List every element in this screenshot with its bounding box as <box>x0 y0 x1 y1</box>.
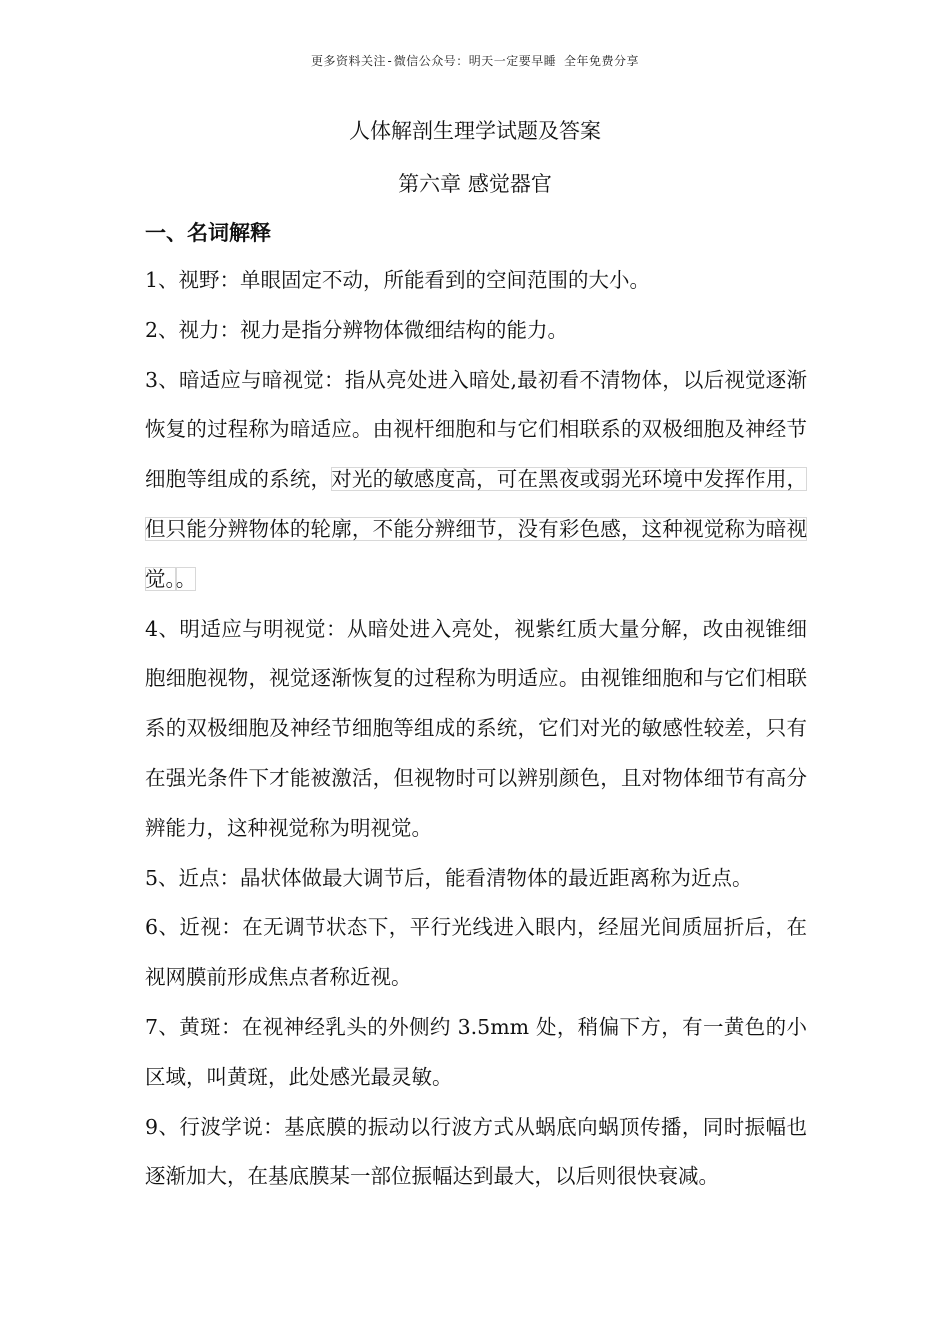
definitions-list <box>145 256 807 1202</box>
section-heading: 一、名词解释 <box>145 221 271 245</box>
definition-item: 2、视力：视力是指分辨物体微细结构的能力。 <box>145 317 569 342</box>
definition-item: 6、近视：在无调节状态下，平行光线进入眼内，经屈光间质屈折后，在视网膜前形成焦点者称近视。 <box>145 915 807 990</box>
definition-item: 5、近点：晶状体做最大调节后，能看清物体的最近距离称为近点。 <box>145 865 753 890</box>
highlighted-text: 对光的敏感度高，可在黑夜或弱光环境中发挥作用，但只能分辨物体的轮廓，不能分辨细节，没有彩色感，这种视觉称为暗视觉。 <box>145 467 808 591</box>
definition-item: 1、视野：单眼固定不动，所能看到的空间范围的大小。 <box>145 268 651 292</box>
definition-item: 7、黄斑：在视神经乳头的外侧约 3.5mm 处，稍偏下方，有一黄色的小区域，叫黄斑，此处感光最灵敏。 <box>145 1014 807 1089</box>
definition-item <box>145 356 807 605</box>
definition-text: 3、暗适应与暗视觉：指从亮处进入暗处,最初看不清物体，以后视觉逐渐恢复的过程称为暗适应。由视杆细胞和与它们相联系的双极细胞及神经节细胞等组成的系统， <box>145 367 807 492</box>
highlighted-text: 。 <box>175 566 197 591</box>
header-note: 更多资料关注-微信公众号：明天一定要早睡 全年免费分享 <box>311 54 639 68</box>
definition-item: 4、明适应与明视觉：从暗处进入亮处，视紫红质大量分解，改由视锥细胞细胞视物，视觉逐渐恢复的过程称为明适应。由视锥细胞和与它们相联系的双极细胞及神经节细胞等组成的系统，它们对光的敏感性较差，只有在强光条件下才能被激活，但视物时可以辨别颜色，且对物体细节有高分辨能力，这种视觉称为明视觉。 <box>145 616 807 840</box>
document-title: 人体解剖生理学试题及答案 <box>349 119 601 143</box>
definition-item: 9、行波学说：基底膜的振动以行波方式从蜗底向蜗顶传播，同时振幅也逐渐加大，在基底膜某一部位振幅达到最大，以后则很快衰减。 <box>145 1114 807 1189</box>
chapter-title: 第六章 感觉器官 <box>398 172 552 196</box>
